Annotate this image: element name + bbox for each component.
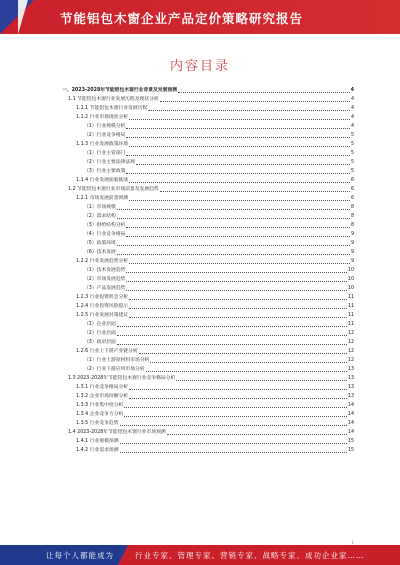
toc-entry-title: 1.2.5 行业发展对策建议: [76, 313, 129, 318]
toc-entry-title: 1.4 2023-2028年节能铝包木窗行业市场预测: [68, 430, 166, 435]
toc-leader-dots: [160, 101, 350, 102]
toc-leader-dots: [126, 272, 346, 273]
toc-entry[interactable]: [62, 329, 354, 338]
toc-entry[interactable]: [62, 293, 354, 302]
toc-leader-dots: [146, 371, 347, 372]
header-blue-triangle: [0, 0, 34, 34]
toc-leader-dots: [126, 290, 346, 291]
toc-entry[interactable]: [62, 167, 354, 176]
toc-entry-title: （1）行业主管部门: [84, 151, 126, 156]
toc-leader-dots: [136, 164, 350, 165]
toc-entry-title: （4）行业竞争格局: [84, 232, 126, 237]
toc-entry-page: 8: [350, 214, 354, 219]
toc-entry-page: 9: [350, 250, 354, 255]
toc-leader-dots: [178, 92, 350, 93]
toc-entry-page: 12: [347, 358, 354, 363]
page-number: 1: [351, 540, 354, 545]
toc-leader-dots: [126, 128, 350, 129]
toc-entry[interactable]: [62, 401, 354, 410]
toc-entry[interactable]: [62, 311, 354, 320]
toc-entry[interactable]: [62, 356, 354, 365]
footer-slogan-right: 行业专家、管理专家、营销专家、战略专家、成功企业家……: [135, 551, 365, 560]
toc-entry[interactable]: [62, 302, 354, 311]
toc-entry-title: 1.3.2 企业市场份额分析: [76, 394, 129, 399]
toc-leader-dots: [129, 308, 347, 309]
toc-entry[interactable]: [62, 131, 354, 140]
toc-entry-title: 1.2.6 行业上下游产业链分析: [76, 349, 138, 354]
toc-entry[interactable]: [62, 266, 354, 275]
toc-leader-dots: [117, 209, 350, 210]
toc-entry-title: 1.3.5 行业竞争趋势: [76, 421, 119, 426]
footer-slogan-left: 让每个人都能成为: [46, 551, 114, 560]
toc-leader-dots: [117, 218, 350, 219]
toc-entry[interactable]: [62, 392, 354, 401]
toc-entry[interactable]: [62, 374, 354, 383]
toc-entry[interactable]: [62, 446, 354, 455]
toc-entry[interactable]: [62, 176, 354, 185]
toc-leader-dots: [129, 119, 350, 120]
toc-entry[interactable]: [62, 437, 354, 446]
toc-entry-page: 11: [347, 295, 354, 300]
toc-entry-title: （1）行业规模分析: [84, 124, 126, 129]
toc-entry-title: （2）行业下游应用市场分析: [84, 367, 145, 372]
toc-leader-dots: [129, 146, 350, 147]
toc-entry-page: 5: [350, 142, 354, 147]
toc-entry[interactable]: [62, 221, 354, 230]
toc-leader-dots: [129, 263, 350, 264]
footer-slant: [118, 545, 128, 565]
toc-entry[interactable]: [62, 239, 354, 248]
toc-entry-page: 12: [347, 340, 354, 345]
header-white-stripe: [18, 0, 28, 34]
toc-entry-title: （2）行业主要法律法规: [84, 160, 136, 165]
toc-entry[interactable]: [62, 140, 354, 149]
toc-leader-dots: [126, 137, 350, 138]
toc-leader-dots: [126, 236, 350, 237]
toc-leader-dots: [126, 155, 350, 156]
toc-entry-title: （1）市场规模: [84, 205, 116, 210]
toc-entry-title: 一、2023-2028年节能铝包木窗行业背景及发展预测: [62, 88, 178, 93]
toc-leader-dots: [129, 200, 350, 201]
toc-entry[interactable]: [62, 338, 354, 347]
toc-entry-page: 5: [350, 151, 354, 156]
toc-entry-title: 1.3 2023-2028年节能铝包木窗行业竞争格局分析: [68, 376, 176, 381]
toc-entry[interactable]: [62, 347, 354, 356]
toc-leader-dots: [126, 281, 346, 282]
toc-entry-title: （2）市场发展趋势: [84, 277, 126, 282]
toc-entry-title: （2）行业层面: [84, 331, 116, 336]
toc-leader-dots: [129, 182, 350, 183]
toc-leader-dots: [124, 416, 347, 417]
toc-leader-dots: [120, 443, 347, 444]
toc-leader-dots: [120, 425, 347, 426]
toc-entry-page: 12: [347, 349, 354, 354]
toc-entry-page: 11: [347, 322, 354, 327]
toc-entry-title: 1.3.1 行业竞争格局分析: [76, 385, 129, 390]
toc-leader-dots: [126, 173, 350, 174]
toc-entry[interactable]: [62, 104, 354, 113]
toc-entry-title: 1.2.1 市场发展前景预测: [76, 196, 129, 201]
toc-entry-title: 1.1.2 行业市场现状分析: [76, 115, 129, 120]
toc-entry-page: 11: [347, 313, 354, 318]
toc-entry[interactable]: [62, 419, 354, 428]
toc-leader-dots: [117, 245, 350, 246]
toc-entry-title: （3）行业主要政策: [84, 169, 126, 174]
toc-entry-title: 1.2 节能铝包木窗行业市场前景及发展趋势: [68, 187, 159, 192]
toc-entry-title: 1.4.2 行业需求预测: [76, 448, 119, 453]
toc-entry[interactable]: [62, 212, 354, 221]
toc-entry-title: （3）产品发展趋势: [84, 286, 126, 291]
toc-entry-title: 1.1 节能铝包木窗行业发展历程及现状分析: [68, 97, 159, 102]
toc-entry-title: （5）政策环境: [84, 241, 116, 246]
toc-entry-page: 13: [347, 385, 354, 390]
toc-heading: 内容目录: [169, 59, 230, 74]
toc-leader-dots: [150, 362, 346, 363]
toc-entry-page: 14: [347, 430, 354, 435]
footer-banner: [0, 545, 400, 565]
toc-entry-page: 4: [350, 97, 354, 102]
toc-entry[interactable]: [62, 194, 354, 203]
toc-entry[interactable]: [62, 158, 354, 167]
toc-entry[interactable]: [62, 428, 354, 437]
toc-entry-page: 5: [350, 160, 354, 165]
report-title: 节能铝包木窗企业产品定价策略研究报告: [60, 11, 304, 26]
toc-leader-dots: [129, 398, 347, 399]
toc-entry-title: 1.3.4 企业竞争力分析: [76, 412, 124, 417]
toc-entry-page: 4: [350, 124, 354, 129]
toc-leader-dots: [176, 380, 347, 381]
toc-entry-page: 13: [347, 394, 354, 399]
toc-entry[interactable]: [62, 365, 354, 374]
toc-entry-page: 14: [347, 412, 354, 417]
toc-leader-dots: [120, 452, 347, 453]
toc-entry-title: 1.4.1 行业规模预测: [76, 439, 119, 444]
toc-entry-title: 1.3.3 行业集中度分析: [76, 403, 124, 408]
toc-leader-dots: [139, 353, 347, 354]
toc-entry-page: 14: [347, 421, 354, 426]
toc-entry-title: （3）供给结构分析: [84, 223, 126, 228]
toc-entry[interactable]: [62, 230, 354, 239]
toc-entry[interactable]: [62, 383, 354, 392]
toc-entry-page: 4: [350, 106, 354, 111]
toc-entry-page: 9: [350, 259, 354, 264]
toc-entry[interactable]: [62, 257, 354, 266]
toc-leader-dots: [117, 254, 350, 255]
toc-entry[interactable]: [62, 320, 354, 329]
toc-entry[interactable]: [62, 86, 354, 95]
toc-entry-title: 1.1.4 行业发展面临挑战: [76, 178, 129, 183]
toc-entry-page: 13: [347, 376, 354, 381]
toc-leader-dots: [148, 110, 350, 111]
toc-entry[interactable]: [62, 284, 354, 293]
toc-leader-dots: [129, 299, 347, 300]
toc-leader-dots: [124, 407, 347, 408]
toc-entry-title: （1）行业上游原材料市场分析: [84, 358, 150, 363]
toc-entry-page: 10: [347, 277, 354, 282]
toc-entry[interactable]: [62, 95, 354, 104]
toc-entry[interactable]: [62, 149, 354, 158]
toc-entry[interactable]: [62, 248, 354, 257]
toc-entry-page: 11: [347, 304, 354, 309]
toc-entry-page: 9: [350, 232, 354, 237]
toc-leader-dots: [117, 335, 347, 336]
toc-entry-page: 10: [347, 268, 354, 273]
toc-entry-title: （6）技术发展: [84, 250, 116, 255]
toc-entry[interactable]: [62, 122, 354, 131]
toc-entry-page: 9: [350, 241, 354, 246]
toc-entry-page: 10: [347, 286, 354, 291]
toc-entry-page: 14: [347, 403, 354, 408]
toc-entry[interactable]: [62, 203, 354, 212]
toc-entry-title: （3）政府层面: [84, 340, 116, 345]
toc-entry-page: 8: [350, 205, 354, 210]
toc-entry[interactable]: [62, 113, 354, 122]
toc-entry-title: 1.1.3 行业发展政策环境: [76, 142, 129, 147]
toc-entry-page: 5: [350, 169, 354, 174]
toc-entry-page: 12: [347, 331, 354, 336]
toc-entry-title: 1.2.3 行业投资机会分析: [76, 295, 129, 300]
toc-entry-page: 8: [350, 223, 354, 228]
toc-leader-dots: [117, 326, 347, 327]
toc-entry[interactable]: [62, 410, 354, 419]
toc-entry-title: （2）需求结构: [84, 214, 116, 219]
toc-entry-title: （1）企业层面: [84, 322, 116, 327]
toc-entry-page: 6: [350, 178, 354, 183]
toc-entry-title: （2）行业竞争格局: [84, 133, 126, 138]
toc-entry-title: 1.2.2 行业发展趋势分析: [76, 259, 129, 264]
toc-entry-page: 15: [347, 439, 354, 444]
toc-leader-dots: [167, 434, 347, 435]
header-banner: [0, 0, 400, 34]
toc-leader-dots: [126, 227, 350, 228]
toc-entry[interactable]: [62, 185, 354, 194]
toc-entry-title: 1.1.1 节能铝包木窗行业发展历程: [76, 106, 148, 111]
toc-entry-page: 15: [347, 448, 354, 453]
toc-entry-page: 13: [347, 367, 354, 372]
toc-leader-dots: [129, 389, 347, 390]
toc-entry-page: 5: [350, 133, 354, 138]
toc-leader-dots: [160, 191, 350, 192]
toc-entry-page: 4: [350, 115, 354, 120]
toc-entry-page: 4: [350, 88, 354, 93]
toc-entry-page: 6: [350, 196, 354, 201]
toc-entry[interactable]: [62, 275, 354, 284]
toc-leader-dots: [117, 344, 347, 345]
toc-entry-page: 6: [350, 187, 354, 192]
toc-entry-title: 1.2.4 行业投资风险提示: [76, 304, 129, 309]
toc-leader-dots: [129, 317, 347, 318]
table-of-contents: [62, 86, 354, 455]
toc-entry-title: （1）技术发展趋势: [84, 268, 126, 273]
